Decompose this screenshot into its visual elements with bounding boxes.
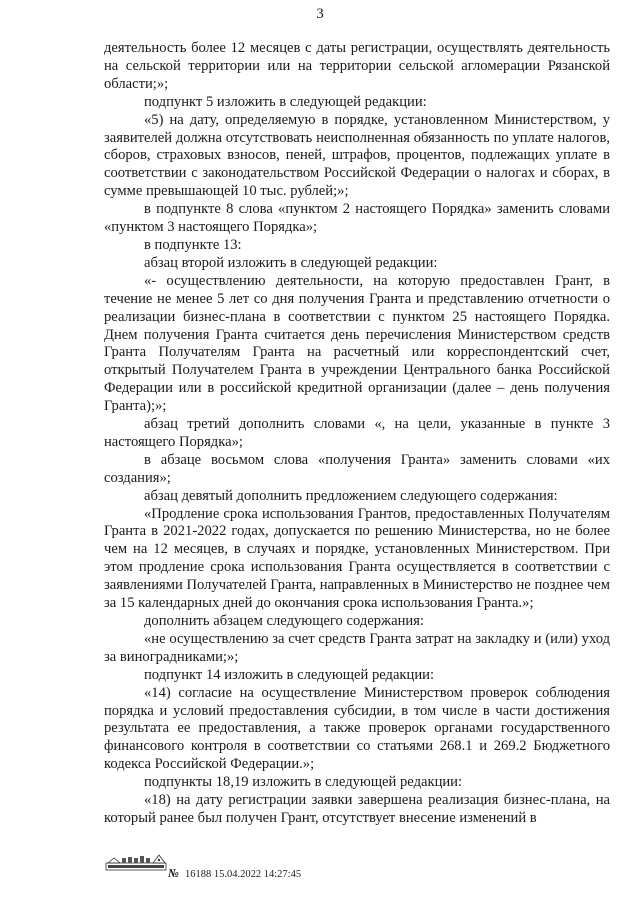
paragraph: «Продление срока использования Грантов, предоставленных Получателям Гранта в 2021-2022 годах, допускается по решению Министерства, но не более чем на 12 месяцев, в случаях и порядке, установленных Министерством. При этом продление срока использования Гранта осуществляется в соответствии с заявлениями Получателей Гранта, направленных в Министерство не позднее чем за 15 календарных дней до окончания срока использования Гранта.»; <box>104 505 610 612</box>
paragraph: абзац третий дополнить словами «, на цели, указанные в пункте 3 настоящего Порядка»; <box>104 416 610 450</box>
registry-stamp-icon <box>104 852 168 872</box>
paragraph: деятельность более 12 месяцев с даты регистрации, осуществлять деятельность на сельской территории или на территории сельской агломерации Рязанской области;»; <box>104 40 610 92</box>
paragraph: абзац девятый дополнить предложением следующего содержания: <box>144 487 558 504</box>
paragraph: абзац второй изложить в следующей редакции: <box>144 254 438 271</box>
paragraph: «5) на дату, определяемую в порядке, установленном Министерством, у заявителей должна отсутствовать неисполненная обязанность по уплате налогов, сборов, страховых взносов, пеней, штрафов, процентов, подлежащих уплате в соответствии с законодательством Российской Федерации о налогах и сборах, в сумме превышающей 10 тыс. рублей;»; <box>104 111 610 200</box>
document-body <box>104 40 610 828</box>
registration-number-and-date: 16188 15.04.2022 14:27:45 <box>184 869 302 880</box>
paragraph: подпункты 18,19 изложить в следующей редакции: <box>144 774 463 791</box>
paragraph: дополнить абзацем следующего содержания: <box>144 613 424 629</box>
page-number: 3 <box>316 6 324 22</box>
paragraph: подпункт 5 изложить в следующей редакции: <box>144 93 427 110</box>
paragraph: «- осуществлению деятельности, на которую предоставлен Грант, в течение не менее 5 лет со дня получения Гранта и представлению отчетности о реализации бизнес-плана в соответствии с пунктом 25 настоящего Порядка. Днем получения Гранта считается день перечисления Министерством средств Гранта Получателям Гранта на расчетный или корреспондентский счет, открытый Получателем Гранта в учреждении Центрального банка Российской Федерации или в российской кредитной организации (далее – день получения Гранта);»; <box>104 272 610 415</box>
paragraph: «не осуществлению за счет средств Гранта затрат на закладку и (или) уход за виноградниками;»; <box>104 630 610 665</box>
paragraph: в подпункте 13: <box>144 236 242 253</box>
document-registration-code <box>168 866 301 881</box>
paragraph: в абзаце восьмом слова «получения Гранта» заменить словами «их создания»; <box>104 451 610 486</box>
paragraph: «14) согласие на осуществление Министерством проверок соблюдения порядка и условий предоставления субсидии, в том числе в части достижения результата ее предоставления, а также проверок органами государственного финансового контроля в соответствии со статьями 268.1 и 269.2 Бюджетного кодекса Российской Федерации.»; <box>104 684 610 773</box>
number-sign: № <box>168 866 179 880</box>
paragraph: «18) на дату регистрации заявки завершена реализация бизнес-плана, на который ранее был получен Грант, отсутствует внесение изменений в <box>104 792 610 826</box>
paragraph: подпункт 14 изложить в следующей редакции: <box>144 666 435 683</box>
paragraph: в подпункте 8 слова «пунктом 2 настоящего Порядка» заменить словами «пунктом 3 настоящего Порядка»; <box>104 201 610 236</box>
